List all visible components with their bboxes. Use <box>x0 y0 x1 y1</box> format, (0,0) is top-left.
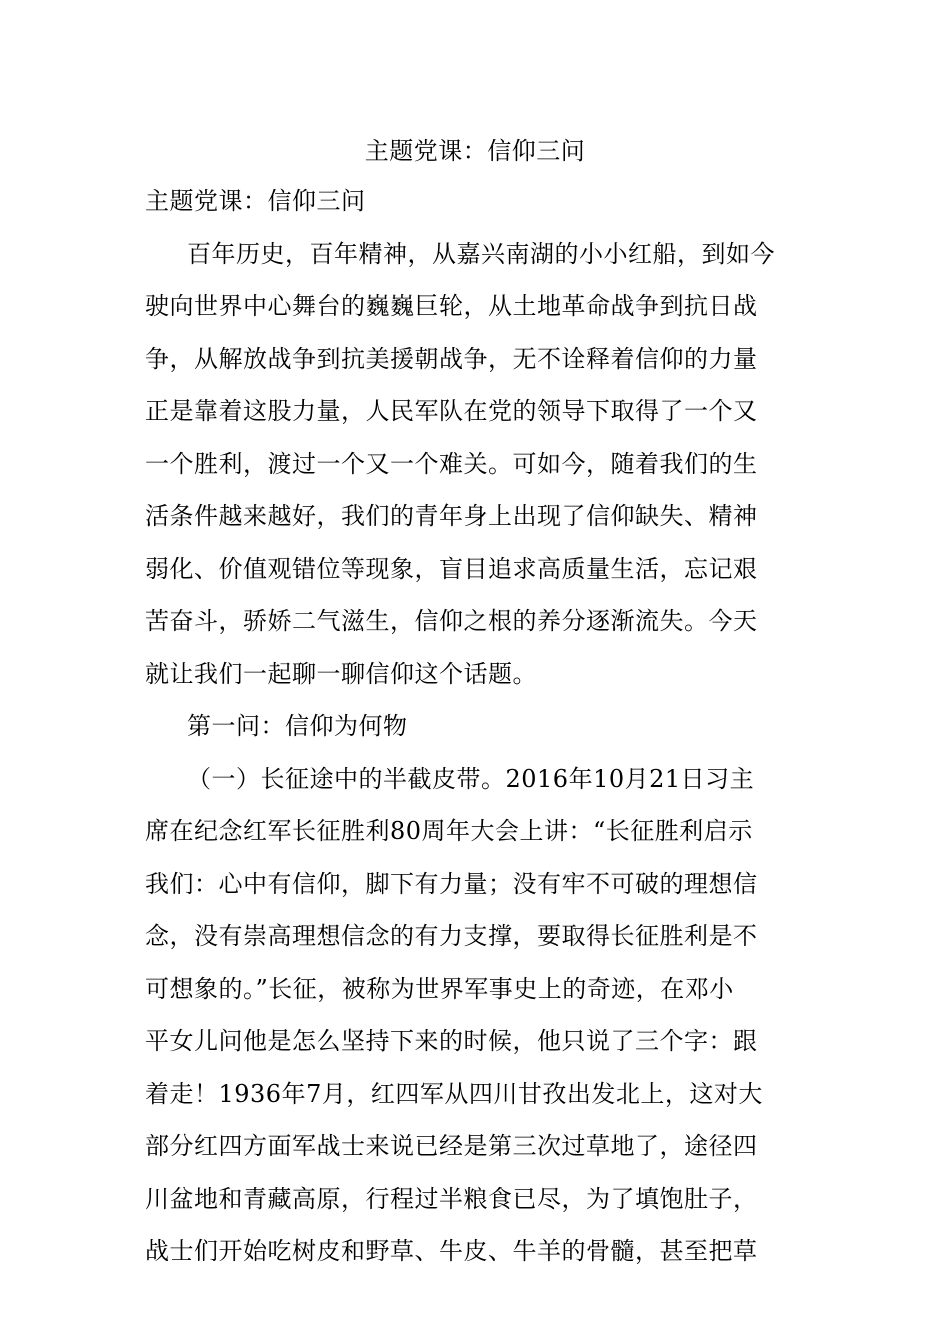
text-line: 平女儿问他是怎么坚持下来的时候，他只说了三个字：跟 <box>145 1027 758 1055</box>
text-line: 就让我们一起聊一聊信仰这个话题。 <box>145 659 537 688</box>
text-line: 争，从解放战争到抗美援朝战争，无不诠释着信仰的力量 <box>145 344 758 373</box>
text-line: （一）长征途中的半截皮带。2016年10月21日习主 <box>187 764 755 793</box>
text-line: 主题党课：信仰三问 <box>145 187 366 215</box>
document-title: 主题党课：信仰三问 <box>364 137 586 165</box>
document-body <box>145 175 810 1278</box>
text-line: 战士们开始吃树皮和野草、牛皮、牛羊的骨髓，甚至把草 <box>145 1237 758 1265</box>
text-line: 活条件越来越好，我们的青年身上出现了信仰缺失、精神 <box>145 502 758 530</box>
text-line: 驶向世界中心舞台的巍巍巨轮，从土地革命战争到抗日战 <box>145 292 758 320</box>
text-line: 可想象的。”长征，被称为世界军事史上的奇迹，在邓小 <box>145 974 734 1003</box>
text-line: 部分红四方面军战士来说已经是第三次过草地了，途径四 <box>145 1132 758 1160</box>
section-heading: 第一问：信仰为何物 <box>187 712 408 740</box>
text-line: 席在纪念红军长征胜利80周年大会上讲：“长征胜利启示 <box>145 817 753 845</box>
text-line: 苦奋斗，骄娇二气滋生，信仰之根的养分逐渐流失。今天 <box>145 607 758 635</box>
text-line: 弱化、价值观错位等现象，盲目追求高质量生活，忘记艰 <box>145 554 758 583</box>
text-line: 一个胜利，渡过一个又一个难关。可如今，随着我们的生 <box>145 449 758 478</box>
text-line: 念，没有崇高理想信念的有力支撑，要取得长征胜利是不 <box>145 922 758 950</box>
text-line: 我们：心中有信仰，脚下有力量；没有牢不可破的理想信 <box>145 869 758 898</box>
text-line: 百年历史，百年精神，从嘉兴南湖的小小红船，到如今 <box>187 239 775 268</box>
text-line: 川盆地和青藏高原，行程过半粮食已尽，为了填饱肚子， <box>145 1184 758 1213</box>
text-line: 着走！1936年7月，红四军从四川甘孜出发北上，这对大 <box>145 1079 763 1108</box>
text-line: 正是靠着这股力量，人民军队在党的领导下取得了一个又 <box>145 397 758 425</box>
